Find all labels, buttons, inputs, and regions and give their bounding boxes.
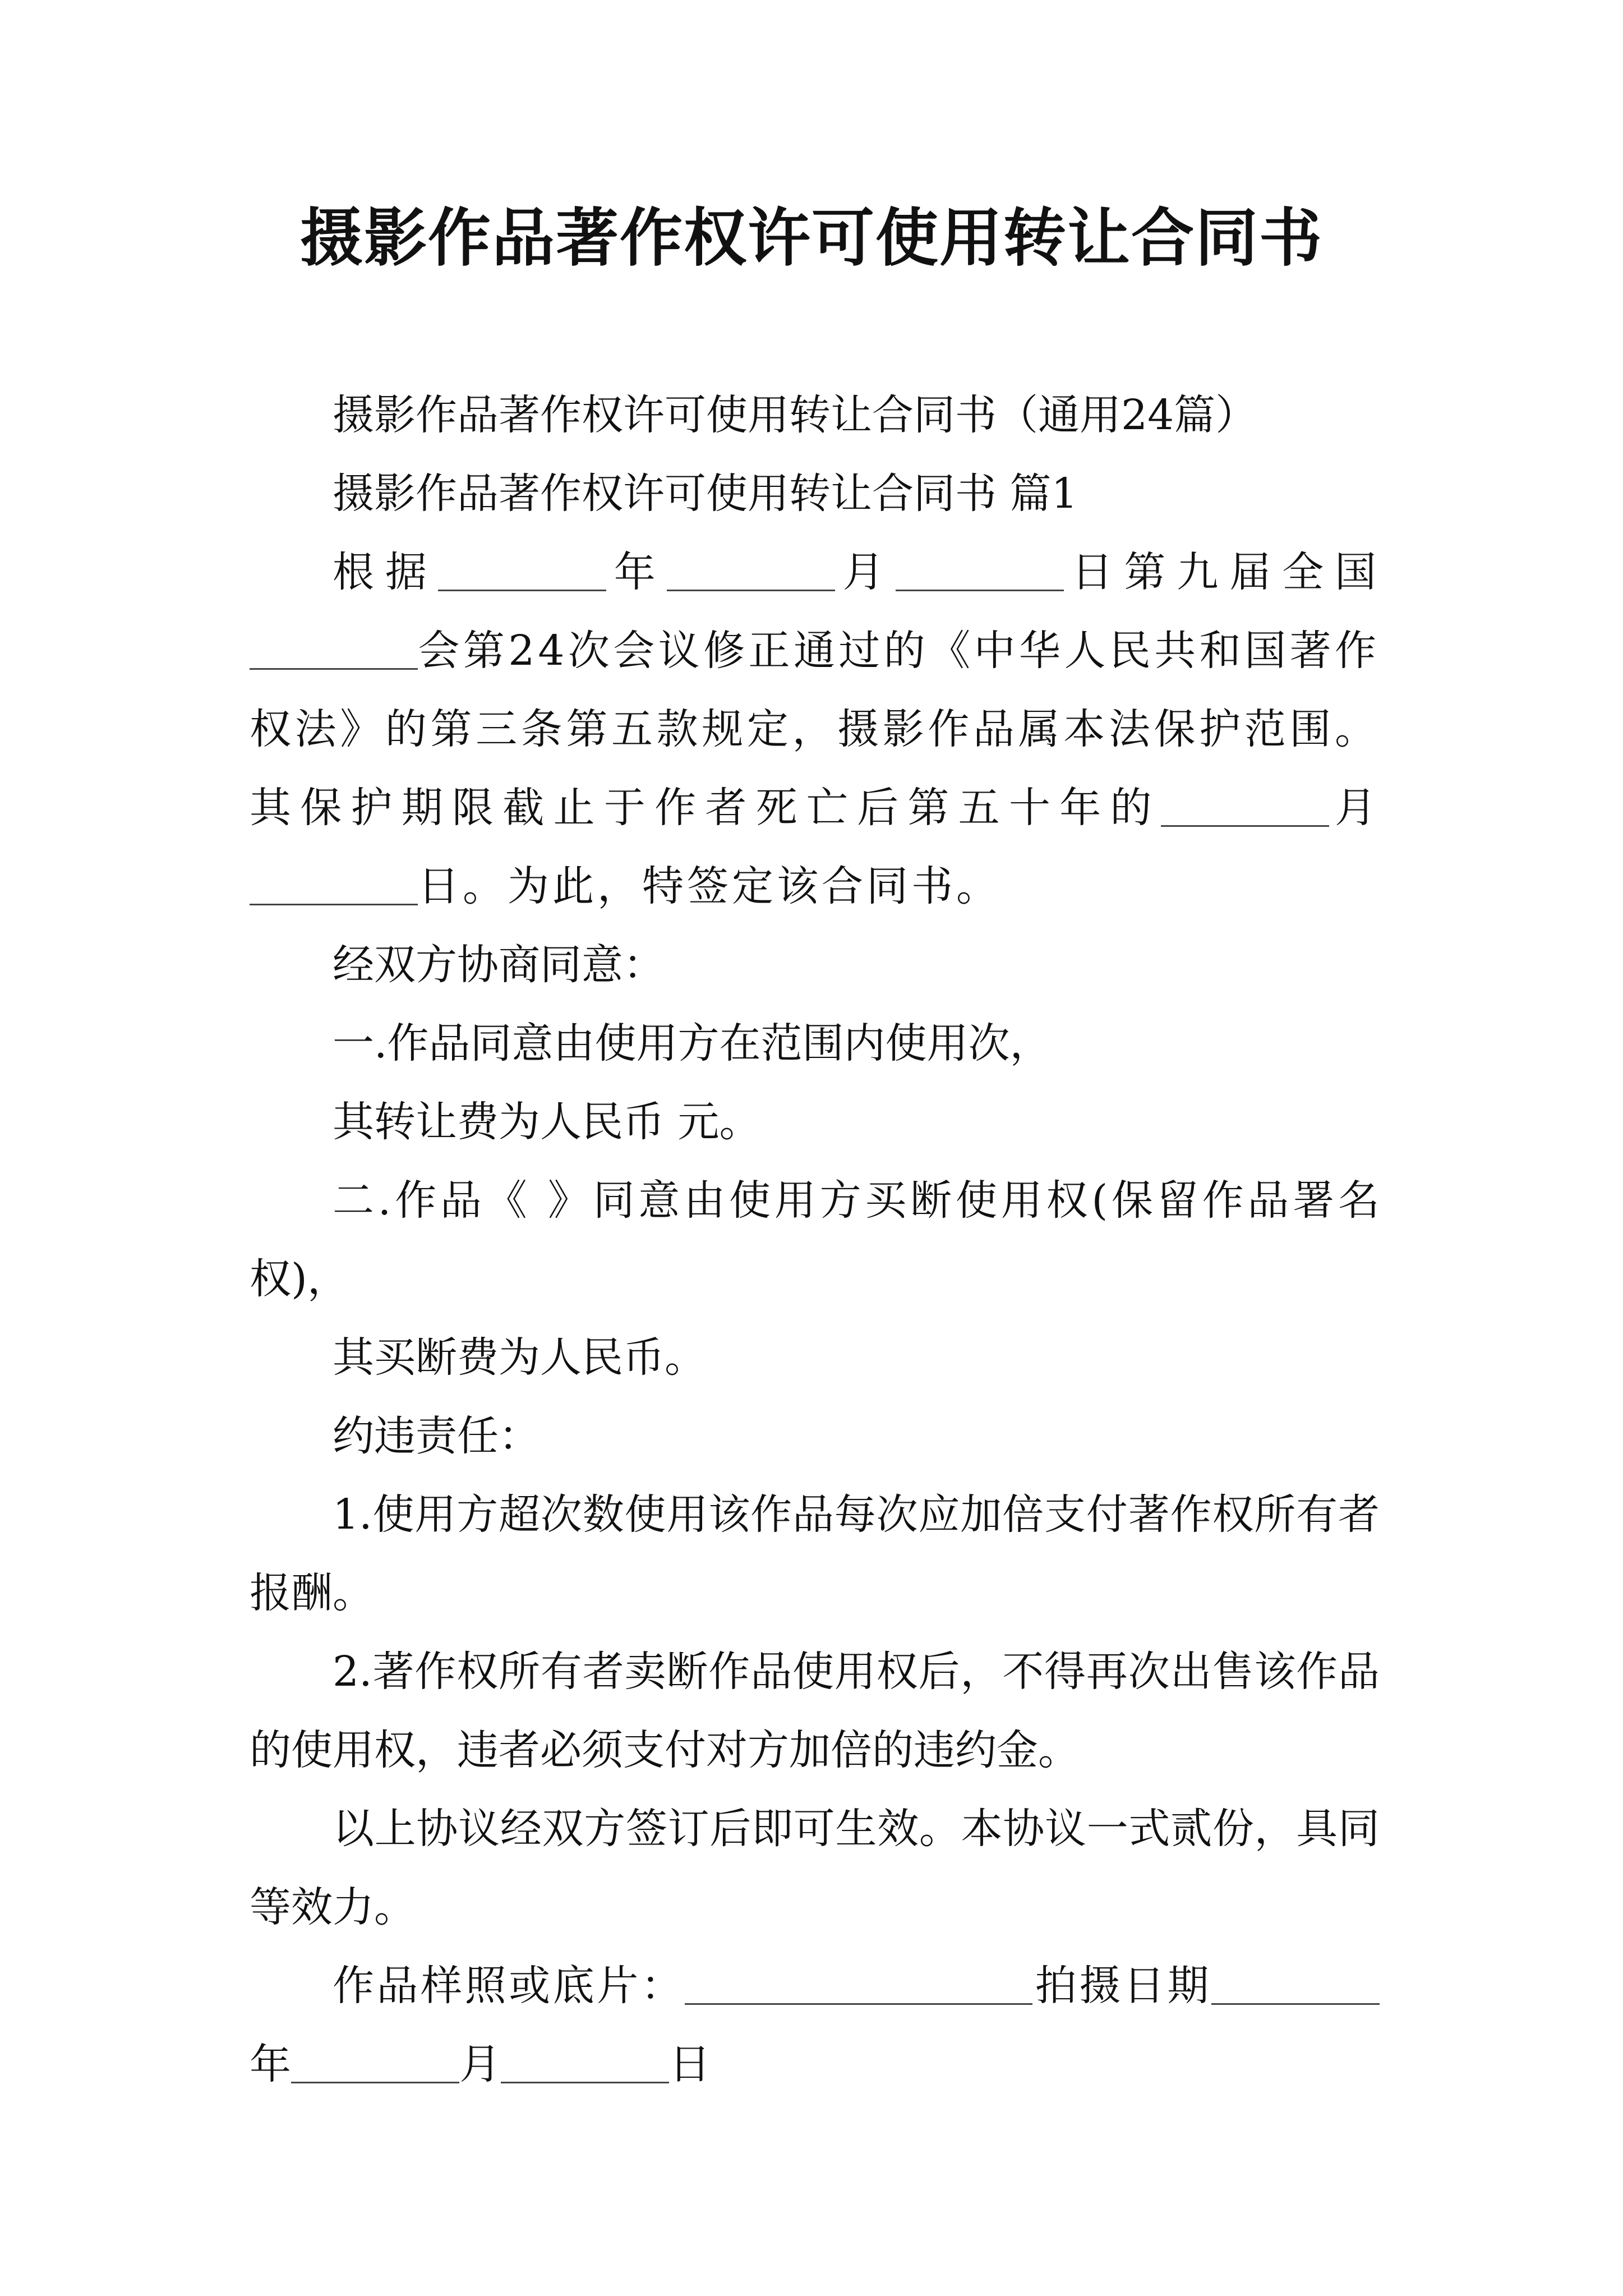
shoot-date-label: 拍摄日期 [1032, 1962, 1212, 2010]
agree-line: 经双方协商同意： [333, 941, 665, 989]
blank-shoot-year [1211, 1964, 1380, 2005]
blank-shoot-month [291, 2042, 459, 2083]
document-body [250, 376, 1380, 2104]
basis-text-7: 日。为此，特签定该合同书。 [418, 862, 1001, 910]
item2-buyout: 二.作品《 》同意由使用方买断使用权(保留作品署名权)， [250, 1176, 1380, 1303]
blank-month [667, 550, 835, 591]
blank-day [896, 550, 1064, 591]
sample-label: 作品样照或底片： [333, 1962, 685, 2010]
blank-expiry-day [250, 864, 418, 905]
section-heading: 摄影作品著作权许可使用转让合同书 篇1 [333, 470, 1078, 518]
sample-line [250, 1947, 1380, 2104]
blank-committee [250, 629, 418, 670]
clause-2: 2.著作权所有者卖断作品使用权后，不得再次出售该作品的使用权，违者必须支付对方加倍的违约金。 [250, 1648, 1380, 1774]
basis-text-6: 月 [1329, 784, 1380, 832]
shoot-month-label: 月 [459, 2040, 501, 2088]
item1-fee: 其转让费为人民币 元。 [333, 1098, 761, 1146]
effect-clause: 以上协议经双方签订后即可生效。本协议一式贰份，具同等效力。 [250, 1805, 1380, 1931]
basis-text-2: 年 [606, 548, 667, 596]
blank-sample [685, 1964, 1032, 2005]
basis-text-4: 日第九届全国 [1063, 548, 1380, 596]
paragraph-basis [250, 533, 1380, 926]
liability-heading: 约违责任： [333, 1412, 540, 1460]
item2-fee: 其买断费为人民币。 [333, 1333, 706, 1382]
clause-1: 1.使用方超次数使用该作品每次应加倍支付著作权所有者报酬。 [250, 1490, 1380, 1617]
subtitle-line: 摄影作品著作权许可使用转让合同书（通用24篇） [333, 391, 1257, 439]
item1-usage: 一.作品同意由使用方在范围内使用次， [333, 1019, 1052, 1068]
blank-year [438, 550, 606, 591]
basis-text-5: 会第24次会议修正通过的《中华人民共和国著作权法》的第三条第五款规定，摄影作品属本法保护范围。其保护期限截止于作者死亡后第五十年的 [250, 627, 1380, 832]
blank-shoot-day [501, 2042, 669, 2083]
blank-expiry-month [1161, 786, 1329, 827]
shoot-day-label: 日 [669, 2040, 711, 2088]
basis-text-3: 月 [834, 548, 896, 596]
basis-text-1: 根据 [333, 548, 438, 596]
document-title: 摄影作品著作权许可使用转让合同书 [300, 202, 1323, 275]
shoot-year-label: 年 [250, 2040, 291, 2088]
